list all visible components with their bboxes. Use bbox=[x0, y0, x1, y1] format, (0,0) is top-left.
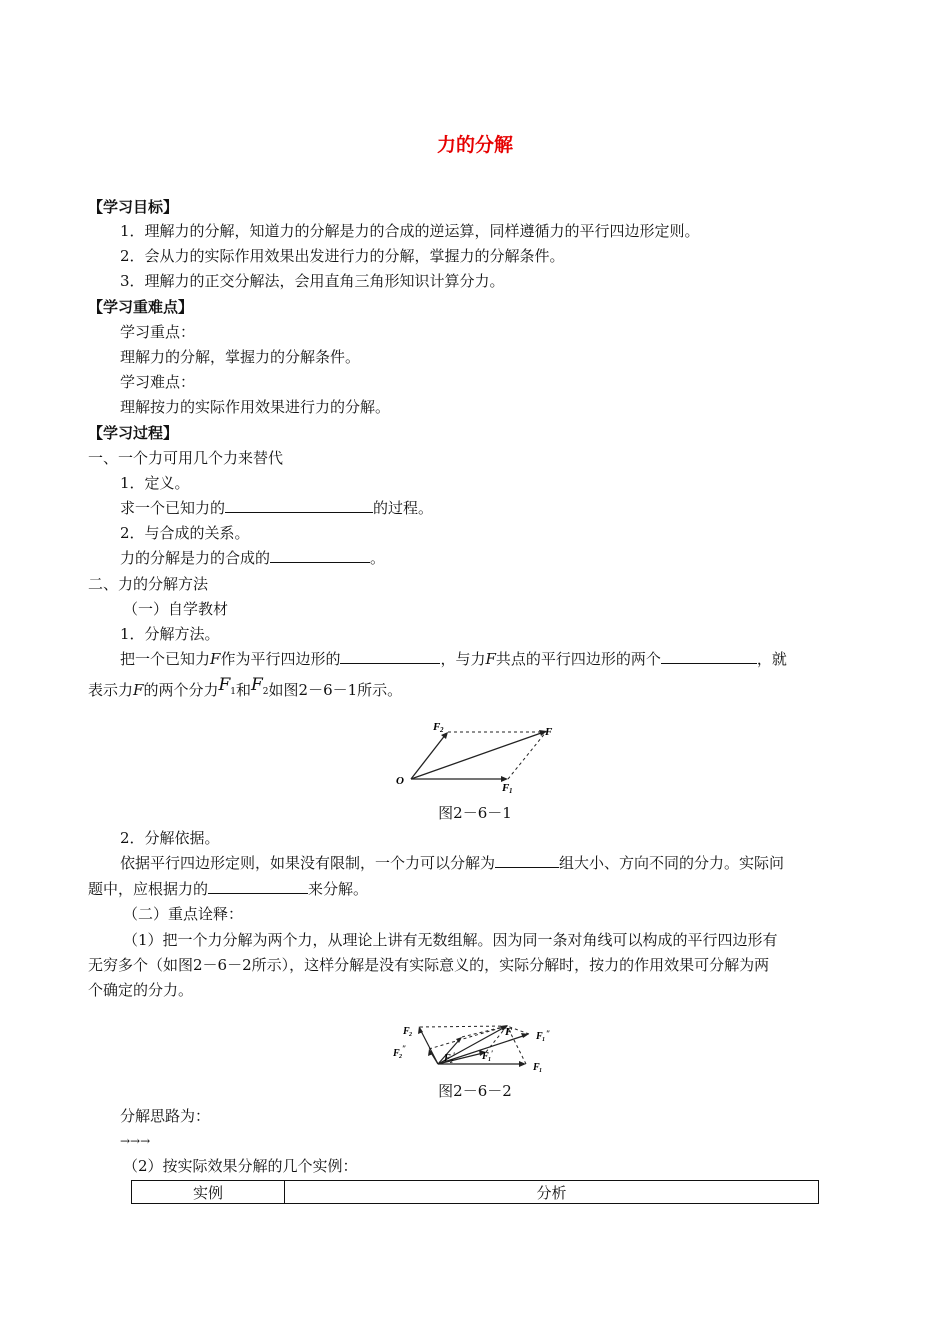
relation-label: 2．与合成的关系。 bbox=[120, 524, 250, 542]
label-f2-sub: 2 bbox=[440, 726, 444, 734]
label-f1-prime-mark: ′ bbox=[491, 1049, 494, 1058]
objective-item: 2．会从力的实际作用效果出发进行力的分解，掌握力的分解条件。 bbox=[120, 247, 565, 265]
section2-title: 二、力的分解方法 bbox=[88, 575, 209, 593]
basis-sentence-line1 bbox=[120, 852, 784, 874]
definition-label: 1．定义。 bbox=[120, 474, 190, 492]
method-sentence-line2 bbox=[88, 675, 403, 708]
definition-text-before: 求一个已知力的 bbox=[120, 499, 226, 517]
table-header-example: 实例 bbox=[132, 1181, 285, 1204]
method-text: 把一个已知力 bbox=[120, 650, 211, 668]
note1-line1: （1）把一个力分解为两个力，从理论上讲有无数组解。因为同一条对角线可以构成的平行四边形有 bbox=[123, 931, 778, 949]
basis-blank-1[interactable] bbox=[495, 852, 559, 868]
definition-text-after: 的过程。 bbox=[373, 499, 434, 517]
method-text: 如图2－6－1所示。 bbox=[268, 681, 403, 699]
force-f2-subscript: 2 bbox=[262, 687, 269, 697]
relation-text-before: 力的分解是力的合成的 bbox=[120, 549, 271, 567]
label-f1-double-prime: F bbox=[536, 1031, 543, 1042]
label-f1-double-prime-mark: ″ bbox=[546, 1029, 551, 1038]
label-f2-double-prime-mark: ″ bbox=[402, 1044, 407, 1053]
method-text: 共点的平行四边形的两个 bbox=[495, 650, 661, 668]
figure-2-6-1 bbox=[390, 715, 570, 795]
label-f1-prime-sub: 1 bbox=[488, 1057, 491, 1063]
label-f2-prime: F bbox=[444, 1053, 451, 1064]
relation-sentence bbox=[120, 547, 385, 569]
focus-label: 学习重点： bbox=[120, 323, 196, 341]
objective-item: 3．理解力的正交分解法，会用直角三角形知识计算分力。 bbox=[120, 272, 505, 290]
basis-text: 来分解。 bbox=[308, 880, 369, 898]
note1-line3: 个确定的分力。 bbox=[88, 981, 194, 999]
label-f2-prime-sub: 2 bbox=[450, 1059, 453, 1065]
objective-item: 1．理解力的分解，知道力的分解是力的合成的逆运算，同样遵循力的平行四边形定则。 bbox=[120, 222, 700, 240]
label-f: F bbox=[545, 726, 553, 738]
arrows: →→→ bbox=[120, 1134, 151, 1148]
key-points-heading: 【学习重难点】 bbox=[88, 298, 194, 316]
difficulty-text: 理解按力的实际作用效果进行力的分解。 bbox=[120, 398, 391, 416]
method-text: 作为平行四边形的 bbox=[220, 650, 341, 668]
method-label: 1．分解方法。 bbox=[120, 625, 220, 643]
relation-blank[interactable] bbox=[270, 547, 370, 563]
relation-text-after: 。 bbox=[370, 549, 386, 567]
page-title: 力的分解 bbox=[436, 134, 513, 156]
objectives-heading: 【学习目标】 bbox=[88, 198, 179, 216]
method-text: ，就 bbox=[756, 650, 787, 668]
label-f1-sub: 1 bbox=[539, 1068, 542, 1074]
basis-text: 依据平行四边形定则，如果没有限制，一个力可以分解为 bbox=[120, 854, 496, 872]
label-f2-prime-mark: ′ bbox=[453, 1051, 456, 1060]
dashed-line bbox=[420, 1026, 507, 1027]
label-f2-double-prime-sub: 2 bbox=[399, 1054, 402, 1060]
label-f2: F bbox=[433, 721, 441, 733]
label-f1-prime: F bbox=[482, 1051, 489, 1062]
method-blank-2[interactable] bbox=[661, 648, 757, 664]
vector-f bbox=[411, 732, 544, 779]
figure-caption: 图2－6－2 bbox=[438, 1082, 512, 1100]
figure-2-6-2 bbox=[390, 1022, 575, 1074]
process-heading: 【学习过程】 bbox=[88, 424, 179, 442]
force-symbol: F bbox=[485, 650, 496, 668]
force-symbol: F bbox=[133, 681, 144, 699]
label-f1: F bbox=[533, 1062, 540, 1073]
method-text: ，与力 bbox=[440, 650, 486, 668]
method-blank-1[interactable] bbox=[340, 648, 440, 664]
note2: （2）按实际效果分解的几个实例： bbox=[123, 1157, 358, 1175]
figure-caption: 图2－6－1 bbox=[438, 804, 512, 822]
self-study-label: （一）自学教材 bbox=[123, 600, 229, 618]
dashed-line bbox=[508, 732, 546, 779]
definition-blank[interactable] bbox=[225, 497, 373, 513]
method-text: 的两个分力 bbox=[143, 681, 219, 699]
table-header-row bbox=[132, 1181, 819, 1204]
label-o: O bbox=[396, 775, 404, 787]
method-text: 和 bbox=[235, 681, 251, 699]
focus-text: 理解力的分解，掌握力的分解条件。 bbox=[120, 348, 361, 366]
basis-text: 组大小、方向不同的分力。实际问 bbox=[559, 854, 785, 872]
definition-sentence bbox=[120, 497, 433, 519]
basis-text: 题中，应根据力的 bbox=[88, 880, 209, 898]
basis-sentence-line2 bbox=[88, 878, 368, 900]
basis-label: 2．分解依据。 bbox=[120, 829, 220, 847]
idea-label: 分解思路为： bbox=[120, 1107, 211, 1125]
label-f1-double-prime-sub: 1 bbox=[542, 1037, 545, 1043]
label-f1-sub: 1 bbox=[509, 787, 513, 795]
method-text: 表示力 bbox=[88, 681, 134, 699]
explanation-label: （二）重点诠释： bbox=[123, 905, 244, 923]
examples-table bbox=[131, 1180, 819, 1204]
table-header-analysis: 分析 bbox=[285, 1181, 819, 1204]
label-f: F bbox=[505, 1026, 513, 1038]
label-f2: F bbox=[403, 1026, 410, 1037]
note1-line2: 无穷多个（如图2－6－2所示），这样分解是没有实际意义的，实际分解时，按力的作用效果可分解为两 bbox=[88, 956, 770, 974]
label-f2-double-prime: F bbox=[393, 1048, 400, 1059]
force-f2-symbol: F bbox=[251, 675, 263, 695]
section1-title: 一、一个力可用几个力来替代 bbox=[88, 449, 284, 467]
force-symbol: F bbox=[210, 650, 221, 668]
method-sentence-line1 bbox=[120, 648, 787, 670]
force-f1-symbol: F bbox=[218, 675, 231, 695]
label-f1: F bbox=[502, 782, 510, 794]
label-f2-sub: 2 bbox=[409, 1032, 412, 1038]
basis-blank-2[interactable] bbox=[208, 878, 308, 894]
difficulty-label: 学习难点： bbox=[120, 373, 196, 391]
force-f1-subscript: 1 bbox=[230, 687, 236, 697]
